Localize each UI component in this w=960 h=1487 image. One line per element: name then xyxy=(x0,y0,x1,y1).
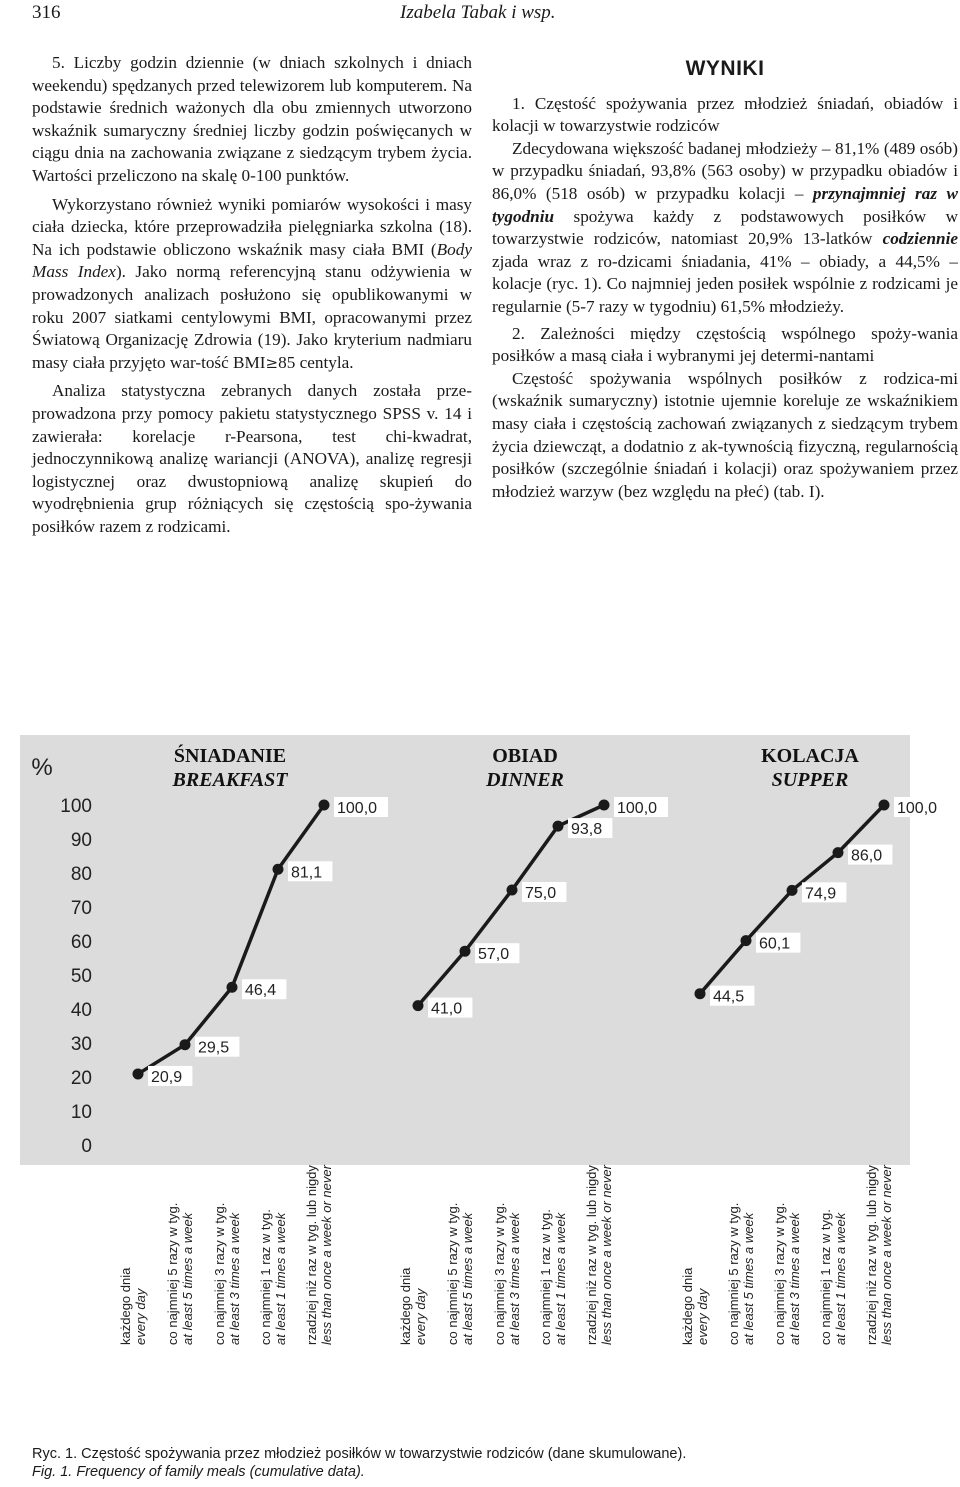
body-mass-index-term: Body Mass Index xyxy=(32,239,472,282)
paragraph-bmi-part-c: 85 centyla. xyxy=(278,352,354,372)
x-category-label-english: at least 1 times a week xyxy=(553,1212,568,1345)
data-label: 44,5 xyxy=(713,988,745,1006)
x-category-label xyxy=(398,1267,428,1345)
figure-meal-frequency xyxy=(0,730,960,1410)
subsection-2-text: Częstość spożywania wspólnych posiłków z rodzica-mi (wskaźnik sumaryczny) istotnie ujemnie koreluje ze wskaźnikiem masy ciała i częstością zachowań związanych z siedzącym trybem życia dziewcząt, a dodatnio z ak-tywnością fizyczną, regularnością posiłków (szczególnie śniadań i kolacji) oraz spożywaniem przez młodzież warzyw (bez względu na płeć) (tab. I). xyxy=(492,368,958,501)
y-tick-label: 30 xyxy=(70,1034,92,1055)
x-category-label-english: at least 1 times a week xyxy=(273,1212,288,1345)
subsection-1-part-a: Zdecydowana większość badanej młodzieży – 81,1% (489 osób) w przypadku śniadań, 93,8% (563 osoby) w przypadku obiadów i 86,0% (518 osób) w przypadku kolacji – xyxy=(492,138,958,203)
data-point xyxy=(460,946,471,957)
x-category-label-polish: co najmniej 3 razy w tyg. xyxy=(492,1202,507,1345)
data-point xyxy=(180,1039,191,1050)
x-category-label-english: at least 3 times a week xyxy=(787,1212,802,1345)
data-label: 75,0 xyxy=(525,885,557,902)
data-point xyxy=(553,821,564,832)
x-category-label-polish: każdego dnia xyxy=(398,1267,413,1345)
data-point xyxy=(273,864,284,875)
emphasis-daily: codziennie xyxy=(882,229,958,249)
caption-english: Fig. 1. Frequency of family meals (cumulative data). xyxy=(32,1464,365,1480)
greater-equal-symbol: ≥ xyxy=(265,353,279,372)
page-number: 316 xyxy=(32,2,61,23)
panel-title: KOLACJA xyxy=(761,745,859,767)
x-category-label-english: less than once a week or never xyxy=(319,1165,334,1345)
x-category-label-polish: co najmniej 3 razy w tyg. xyxy=(772,1202,787,1345)
data-point xyxy=(741,935,752,946)
x-category-label-polish: rzadziej niż raz w tyg. lub nigdy xyxy=(304,1165,319,1345)
running-title: Izabela Tabak i wsp. xyxy=(400,2,556,23)
y-tick-label: 90 xyxy=(70,830,92,851)
x-category-label-polish: rzadziej niż raz w tyg. lub nigdy xyxy=(584,1165,599,1345)
data-label: 74,9 xyxy=(805,885,837,903)
data-label: 29,5 xyxy=(198,1039,230,1057)
data-label: 100,0 xyxy=(617,800,658,817)
data-label: 100,0 xyxy=(337,800,378,817)
data-point xyxy=(879,800,890,811)
subsection-1-text xyxy=(492,138,958,319)
x-category-label xyxy=(258,1209,288,1345)
data-point xyxy=(413,1000,424,1011)
right-column xyxy=(492,58,958,503)
x-category-label-english: at least 5 times a week xyxy=(180,1212,195,1345)
data-label: 20,9 xyxy=(151,1068,183,1086)
x-category-label-polish: każdego dnia xyxy=(118,1267,133,1345)
y-tick-label: 20 xyxy=(70,1068,92,1089)
left-column xyxy=(32,52,472,538)
panel-title: ŚNIADANIE xyxy=(173,745,287,767)
x-category-label-english: less than once a week or never xyxy=(599,1165,614,1345)
x-category-label-english: at least 5 times a week xyxy=(460,1212,475,1345)
data-point xyxy=(695,988,706,999)
x-category-label xyxy=(538,1209,568,1345)
data-label: 86,0 xyxy=(851,847,883,865)
x-category-label-polish: co najmniej 5 razy w tyg. xyxy=(726,1202,741,1345)
x-category-label-english: at least 3 times a week xyxy=(227,1212,242,1345)
y-tick-label: 10 xyxy=(70,1102,92,1123)
subsection-1-part-c: zjada wraz z ro-dzicami śniadania, 41% – obiady, a 44,5% – kolacje (ryc. 1). Co najmniej jeden posiłek wspólnie z rodzicami je regularnie (5-7 razy w tygodniu) 61,5% młodzieży. xyxy=(492,251,958,316)
x-category-label-english: at least 1 times a week xyxy=(833,1212,848,1345)
data-label: 60,1 xyxy=(759,935,791,953)
x-category-label-english: at least 3 times a week xyxy=(507,1212,522,1345)
caption-polish: Ryc. 1. Częstość spożywania przez młodzież posiłków w towarzystwie rodziców (dane skumulowane). xyxy=(32,1446,687,1462)
x-category-label-polish: co najmniej 5 razy w tyg. xyxy=(445,1202,460,1345)
x-category-label xyxy=(165,1203,195,1345)
running-head xyxy=(0,0,960,30)
x-category-label xyxy=(304,1164,334,1345)
x-category-label-english: every day xyxy=(413,1288,428,1345)
panel-title-english: BREAKFAST xyxy=(172,769,288,791)
paragraph-screen-time: 5. Liczby godzin dziennie (w dniach szkolnych i dniach weekendu) spędzanych przed telewizorem lub komputerem. Na podstawie średnich ważonych dla obu zmiennych utworzono wskaźnik sumaryczny średniej liczby godzin poświęcanych w ciągu dnia na zachowania związane z siedzącym trybem życia. Wartości przeliczono na skalę 0-100 punktów. xyxy=(32,53,472,185)
paragraph-bmi-part-a: Wykorzystano również wyniki pomiarów wysokości i masy ciała dziecka, które przeprowadziła pielęgniarka szkolna (18). Na ich podstawie obliczono wskaźnik masy ciała BMI ( xyxy=(32,194,472,259)
x-category-label-polish: co najmniej 3 razy w tyg. xyxy=(212,1202,227,1345)
x-category-label-polish: każdego dnia xyxy=(680,1267,695,1345)
panel-title: OBIAD xyxy=(492,745,558,767)
figure-caption xyxy=(32,1445,932,1481)
y-tick-label: 100 xyxy=(60,796,92,817)
x-category-label xyxy=(726,1203,756,1345)
y-tick-label: 0 xyxy=(81,1136,92,1157)
panel-title-english: DINNER xyxy=(486,769,564,791)
x-category-label xyxy=(445,1203,475,1345)
paragraph-bmi-part-b: ). Jako normą referencyjną stanu odżywienia w prowadzonych analizach posłużono się opublikowanymi w roku 2007 siatkami centylowymi BMI, opracowanymi przez Światową Organizację Zdrowia (19). Jako kryterium nadmiaru masy ciała przyjęto war-tość BMI xyxy=(32,262,472,372)
paragraph-statistics: Analiza statystyczna zebranych danych została prze-prowadzona przy pomocy pakietu statystycznego SPSS v. 14 i zawierała: korelacje r-Pearsona, test chi-kwadrat, jednoczynnikową analizę wariancji (ANOVA), analizę regresji logistycznej oraz dwustopniową analizę skupień do wyodrębnienia grup różniących się częstością spo-żywania posiłków razem z rodzicami. xyxy=(32,381,472,536)
paragraph-bmi xyxy=(32,194,472,375)
subsection-2-title: 2. Zależności między częstością wspólnego spoży-wania posiłków a masą ciała i wybranymi jej determi-nantami xyxy=(492,323,958,366)
x-category-label-polish: co najmniej 1 raz w tyg. xyxy=(818,1209,833,1345)
data-label: 46,4 xyxy=(245,982,277,1000)
x-category-label xyxy=(492,1203,522,1345)
x-category-label-polish: co najmniej 1 raz w tyg. xyxy=(258,1209,273,1345)
data-label: 81,1 xyxy=(291,864,323,882)
x-category-label-polish: co najmniej 5 razy w tyg. xyxy=(165,1202,180,1345)
data-point xyxy=(319,800,330,811)
data-label: 41,0 xyxy=(431,1000,463,1018)
data-label: 100,0 xyxy=(897,800,938,817)
data-point xyxy=(599,800,610,811)
x-category-label xyxy=(818,1209,848,1345)
x-category-label-polish: co najmniej 1 raz w tyg. xyxy=(538,1209,553,1345)
panel-title-english: SUPPER xyxy=(771,769,849,791)
results-heading: WYNIKI xyxy=(685,57,765,80)
x-category-label xyxy=(680,1267,710,1345)
y-tick-label: 60 xyxy=(70,932,92,953)
y-tick-label: 40 xyxy=(70,1000,92,1021)
data-point xyxy=(133,1068,144,1079)
x-category-label-english: every day xyxy=(133,1288,148,1345)
subsection-1-title: 1. Częstość spożywania przez młodzież śniadań, obiadów i kolacji w towarzystwie rodziców xyxy=(492,93,958,136)
y-tick-label: 50 xyxy=(70,966,92,987)
y-tick-label: 80 xyxy=(70,864,92,885)
subsection-1-part-b: spożywa każdy z podstawowych posiłków w towarzystwie rodziców, natomiast 20,9% 13-latków xyxy=(492,206,958,249)
x-category-label xyxy=(772,1203,802,1345)
x-category-label xyxy=(212,1203,242,1345)
y-tick-label: 70 xyxy=(70,898,92,919)
data-label: 57,0 xyxy=(478,946,510,964)
x-category-label xyxy=(584,1164,614,1345)
x-category-label-english: less than once a week or never xyxy=(879,1165,894,1345)
data-point xyxy=(227,982,238,993)
x-category-label-english: at least 5 times a week xyxy=(741,1212,756,1345)
y-axis-label: % xyxy=(31,754,53,781)
data-point xyxy=(787,885,798,896)
x-category-label-polish: rzadziej niż raz w tyg. lub nigdy xyxy=(864,1165,879,1345)
emphasis-at-least-weekly: przynajmniej raz w tygodniu xyxy=(492,183,958,226)
meal-frequency-chart xyxy=(0,730,960,1410)
x-category-label-english: every day xyxy=(695,1288,710,1345)
data-point xyxy=(833,847,844,858)
data-label: 93,8 xyxy=(571,821,603,839)
x-category-label xyxy=(864,1164,894,1345)
x-category-label xyxy=(118,1267,148,1345)
data-point xyxy=(507,885,518,896)
